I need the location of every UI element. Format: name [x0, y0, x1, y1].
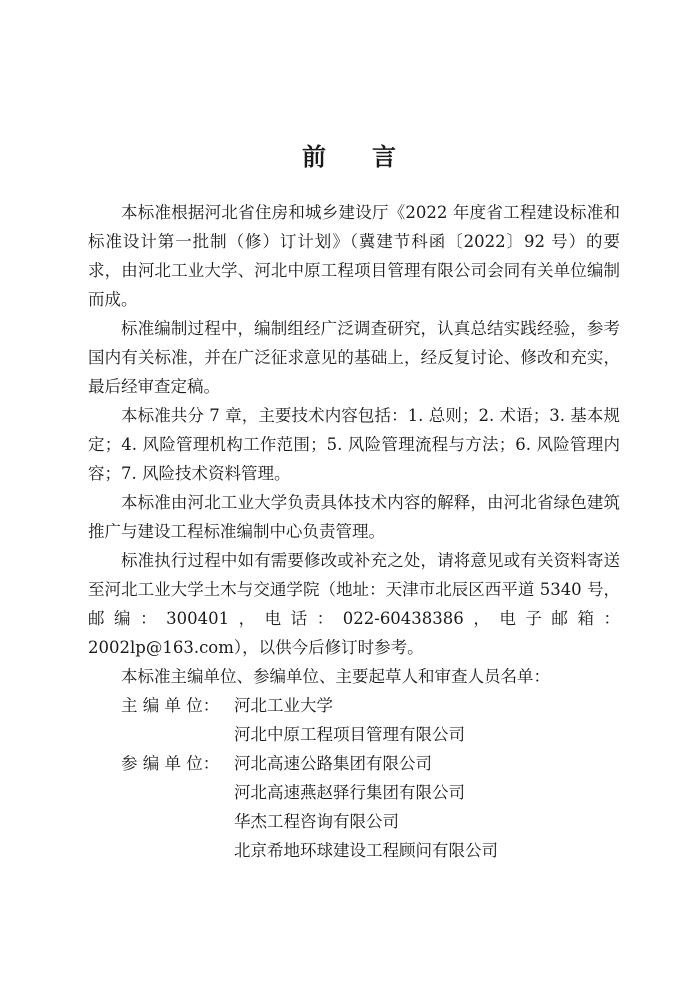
paragraph-feedback: 标准执行过程中如有需要修改或补充之处，请将意见或有关资料寄送至河北工业大学土木与交通学院（地址：天津市北辰区西平道 5340 号，邮编：300401，电话：022-60438386，电子邮箱：2002lp@163.com），以供今后修订时参考。: [88, 551, 620, 657]
paragraph-contents: 本标准共分 7 章，主要技术内容包括：1. 总则；2. 术语；3. 基本规定；4. 风险管理机构工作范围；5. 风险管理流程与方法；6. 风险管理内容；7. 风险技术资料管理。: [88, 406, 620, 483]
participating-unit-item: 北京希地环球建设工程顾问有限公司: [234, 841, 498, 860]
page-title: [0, 137, 700, 172]
participating-units-list: [234, 749, 498, 865]
title-char-1: 前: [302, 142, 328, 171]
participating-unit-item: 华杰工程咨询有限公司: [234, 812, 399, 831]
chief-units-list: [234, 691, 465, 749]
preface-body: [88, 198, 620, 865]
paragraph-units-intro: 本标准主编单位、参编单位、主要起草人和审查人员名单：: [121, 667, 550, 686]
paragraph-interpretation: 本标准由河北工业大学负责具体技术内容的解释，由河北省绿色建筑推广与建设工程标准编制中心负责管理。: [88, 493, 620, 541]
chief-units-row: [88, 691, 620, 749]
participating-unit-item: 河北高速公路集团有限公司: [234, 754, 432, 773]
chief-units-label: 主 编 单 位：: [121, 696, 220, 715]
paragraph-process: 标准编制过程中，编制组经广泛调查研究，认真总结实践经验，参考国内有关标准，并在广泛征求意见的基础上，经反复讨论、修改和充实，最后经审查定稿。: [88, 319, 620, 396]
participating-unit-item: 河北高速燕赵驿行集团有限公司: [234, 783, 465, 802]
participating-units-label: 参 编 单 位：: [121, 754, 220, 773]
chief-unit-item: 河北中原工程项目管理有限公司: [234, 725, 465, 744]
chief-unit-item: 河北工业大学: [234, 696, 333, 715]
participating-units-row: [88, 749, 620, 865]
paragraph-basis: 本标准根据河北省住房和城乡建设厅《2022 年度省工程建设标准和标准设计第一批制（修）订计划》（冀建节科函〔2022〕92 号）的要求，由河北工业大学、河北中原工程项目管理有限公司会同有关单位编制而成。: [88, 203, 620, 309]
title-char-2: 言: [372, 142, 398, 171]
units-list: [88, 691, 620, 865]
